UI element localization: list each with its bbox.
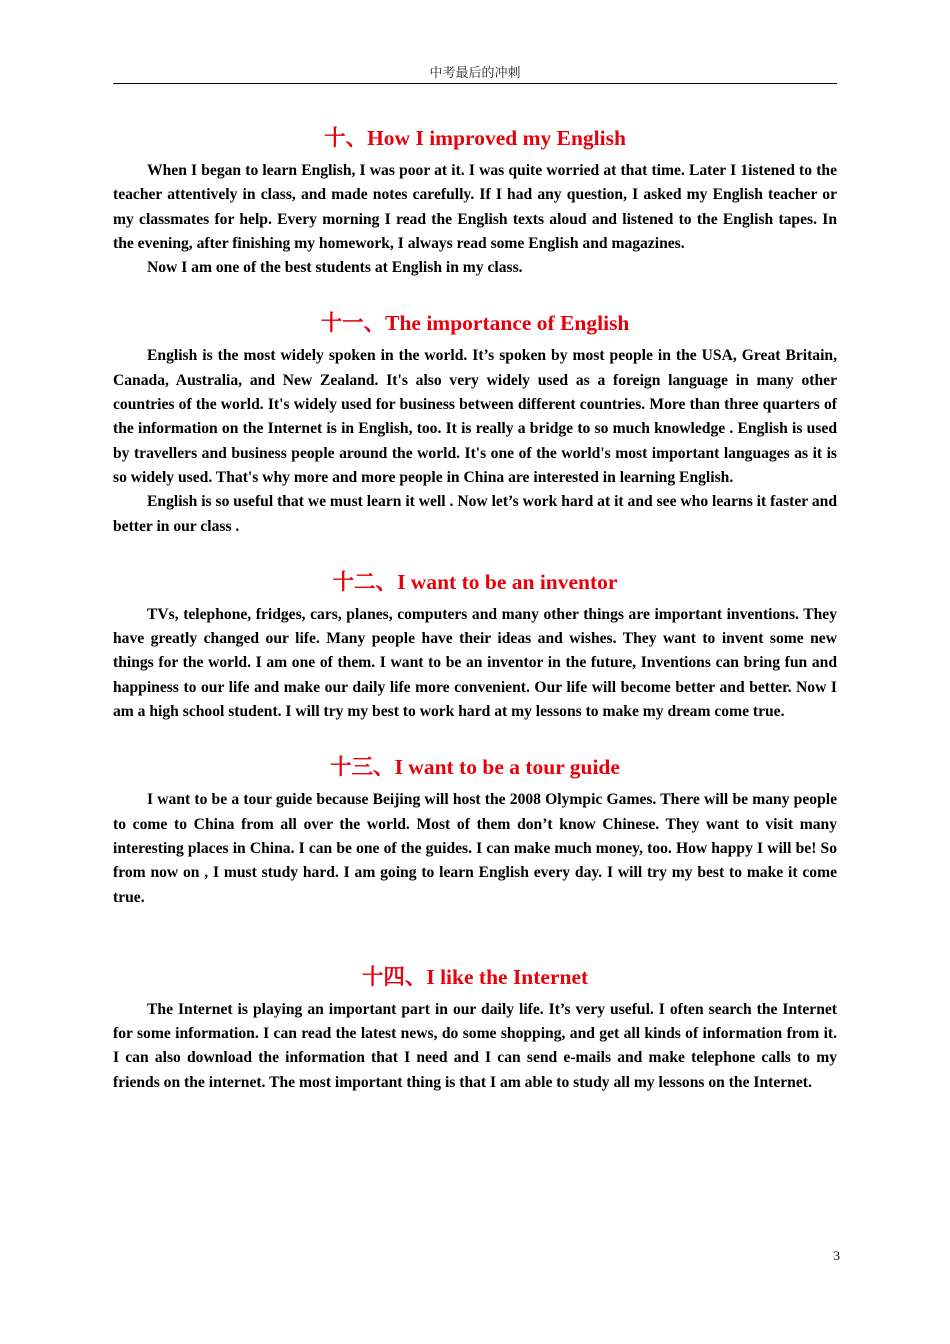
- document-body: [113, 122, 837, 1095]
- section-title-text: The importance of English: [385, 311, 630, 336]
- paragraph: English is the most widely spoken in the world. It’s spoken by most people in the USA, Great Britain, Canada, Australia, and New Zealand. It's also very widely used as a foreign language in many other countries of the world. It's widely used for business between different countries. More than three quarters of the information on the Internet is in English, too. It is really a bridge to so much knowledge . English is used by travellers and business people around the world. It's one of the world's most important languages as it is so widely used. That's why more and more people in China are interested in learning English.: [113, 347, 837, 486]
- header-rule: [113, 83, 837, 84]
- spacer: [113, 724, 837, 751]
- section-10: [113, 122, 837, 280]
- section-title: [113, 566, 837, 599]
- paragraph: Now I am one of the best students at English in my class.: [147, 259, 523, 277]
- section-number: 十三、: [330, 755, 395, 781]
- section-title: [113, 122, 837, 155]
- section-title-text: I want to be an inventor: [397, 569, 618, 594]
- spacer: [113, 910, 837, 961]
- section-14: [113, 961, 837, 1095]
- section-title: [113, 961, 837, 994]
- section-13: [113, 751, 837, 909]
- section-number: 十一、: [320, 311, 386, 337]
- page-header: 中考最后的冲刺: [429, 66, 521, 81]
- page-number: 3: [833, 1248, 840, 1263]
- section-12: [113, 566, 837, 724]
- section-title-text: I want to be a tour guide: [394, 755, 620, 780]
- section-11: [113, 307, 837, 538]
- paragraph: The Internet is playing an important part in our daily life. It’s very useful. I often search the Internet for some information. I can read the latest news, do some shopping, and get all kinds of information from it. I can also download the information that I need and I can send e-mails and make telephone calls to my friends on the internet. The most important thing is that I am able to study all my lessons on the Internet.: [113, 1000, 837, 1091]
- section-number: 十二、: [332, 569, 398, 595]
- paragraph: I want to be a tour guide because Beijing will host the 2008 Olympic Games. There will be many people to come to China from all over the world. Most of them don’t know Chinese. They want to visit many interesting places in China. I can be one of the guides. I can make much money, too. How happy I will be! So from now on , I must study hard. I am going to learn English every day. I will try my best to make it come true.: [113, 791, 837, 906]
- section-title: [113, 307, 837, 340]
- section-number: 十、: [324, 126, 368, 151]
- spacer: [113, 280, 837, 307]
- paragraph: When I began to learn English, I was poor at it. I was quite worried at that time. Later I 1istened to the teacher attentively in class, and made notes carefully. If I had any question, I asked my English teacher or my classmates for help. Every morning I read the English texts aloud and listened to the English tapes. In the evening, after finishing my homework, I always read some English and magazines.: [113, 162, 837, 252]
- paragraph: TVs, telephone, fridges, cars, planes, computers and many other things are important inventions. They have greatly changed our life. Many people have their ideas and wishes. They want to invent some new things for the world. I am one of them. I want to be an inventor in the future, Inventions can bring fun and happiness to our life and make our daily life more convenient. Our life will become better and better. Now I am a high school student. I will try my best to work hard at my lessons to make my dream come true.: [113, 605, 837, 721]
- section-title-text: How I improved my English: [367, 126, 626, 150]
- section-number: 十四、: [361, 964, 427, 990]
- section-title: [113, 751, 837, 784]
- paragraph: English is so useful that we must learn it well . Now let’s work hard at it and see who learns it faster and better in our class .: [113, 493, 837, 535]
- spacer: [113, 539, 837, 566]
- section-title-text: I like the Internet: [426, 964, 589, 989]
